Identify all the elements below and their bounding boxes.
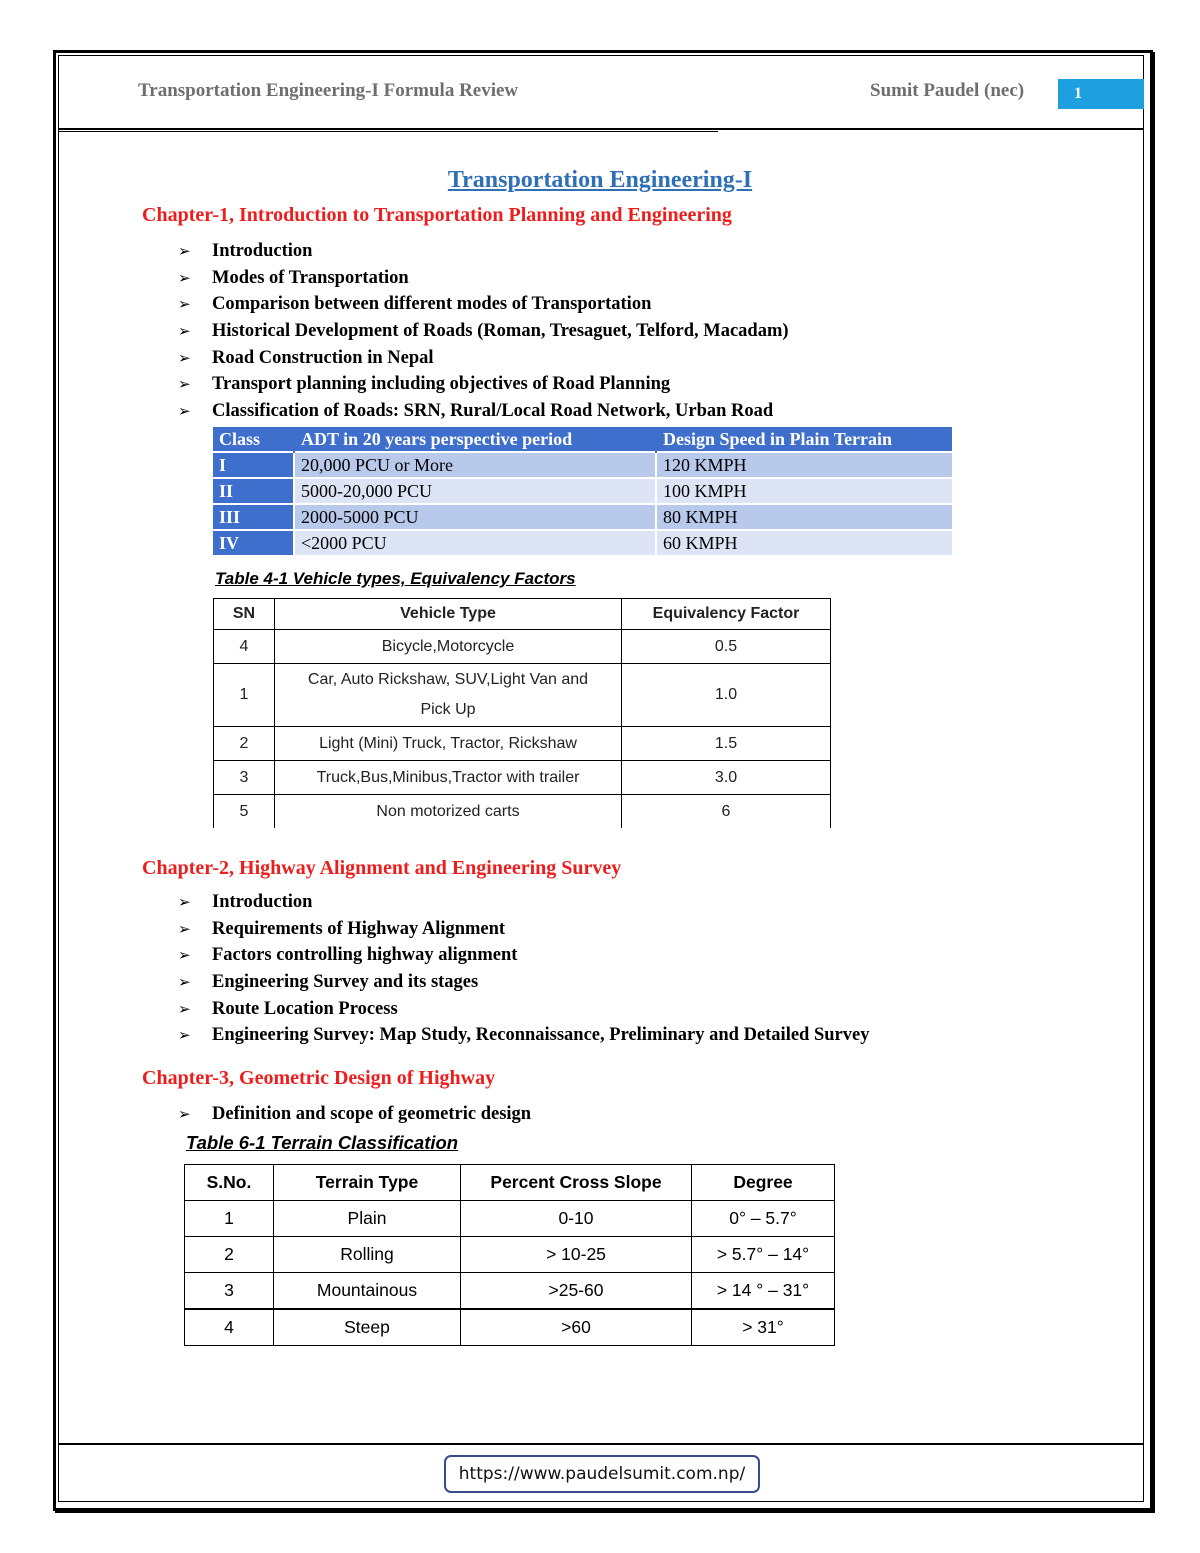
column-header: Design Speed in Plain Terrain [656,427,952,452]
table-row: 4 Bicycle,Motorcycle 0.5 [214,630,831,664]
arrow-bullet-icon: ➢ [178,893,191,911]
column-header: Percent Cross Slope [461,1165,692,1201]
list-item: ➢ Definition and scope of geometric design [178,1101,531,1128]
table-row: 1 Plain 0-10 0° – 5.7° [185,1201,835,1237]
list-item: ➢ Introduction [178,889,869,916]
list-item: ➢ Classification of Roads: SRN, Rural/Local Road Network, Urban Road [178,398,789,425]
table-row: 1 Car, Auto Rickshaw, SUV,Light Van and Pick Up 1.0 [214,664,831,727]
header-rule-secondary [58,131,718,132]
arrow-bullet-icon: ➢ [178,973,191,992]
column-header: Terrain Type [274,1165,461,1201]
column-header: SN [214,599,275,630]
arrow-bullet-icon: ➢ [178,402,191,421]
chapter-3-list [178,1101,531,1128]
chapter-2-heading: Chapter-2, Highway Alignment and Engineering Survey [142,857,622,879]
footer-url-link[interactable]: https://www.paudelsumit.com.np/ [444,1455,760,1493]
column-header: Degree [692,1165,835,1201]
page-number: 1 [1074,85,1082,102]
chapter-3-heading: Chapter-3, Geometric Design of Highway [142,1067,496,1089]
header-rule [58,128,1144,130]
table-row: 3 Mountainous >25-60 > 14 ° – 31° [185,1273,835,1310]
arrow-bullet-icon: ➢ [178,348,191,367]
terrain-table-caption: Table 6-1 Terrain Classification [186,1132,459,1153]
arrow-bullet-icon: ➢ [178,1026,191,1045]
chapter-1-heading: Chapter-1, Introduction to Transportation Planning and Engineering [142,204,732,226]
vehicle-table-caption: Table 4-1 Vehicle types, Equivalency Factors [215,569,576,588]
chapter-1-list [178,238,789,425]
table-row: 4 Steep >60 > 31° [185,1309,835,1346]
arrow-bullet-icon: ➢ [178,946,191,965]
list-item: ➢ Introduction [178,238,789,265]
road-class-table [213,427,952,555]
table-row: III 2000-5000 PCU 80 KMPH [213,504,952,530]
list-item: ➢ Historical Development of Roads (Roman, Tresaguet, Telford, Macadam) [178,318,789,345]
arrow-bullet-icon: ➢ [178,242,191,260]
table-row: 3 Truck,Bus,Minibus,Tractor with trailer 3.0 [214,761,831,795]
document-title: Transportation Engineering-I [447,167,753,193]
list-item: ➢ Requirements of Highway Alignment [178,916,869,943]
table-row: II 5000-20,000 PCU 100 KMPH [213,478,952,504]
column-header: Vehicle Type [275,599,622,630]
header-title: Transportation Engineering-I Formula Review [138,80,519,101]
table-row: I 20,000 PCU or More 120 KMPH [213,452,952,478]
table-header-row [214,599,831,630]
table-header-row [185,1165,835,1201]
arrow-bullet-icon: ➢ [178,999,191,1018]
column-header: Class [213,427,294,452]
chapter-2-list [178,889,869,1049]
arrow-bullet-icon: ➢ [178,375,191,394]
column-header: Equivalency Factor [622,599,831,630]
list-item: ➢ Engineering Survey and its stages [178,969,869,996]
terrain-table [184,1164,835,1346]
list-item: ➢ Road Construction in Nepal [178,345,789,372]
header-author: Sumit Paudel (nec) [870,80,1025,101]
list-item: ➢ Comparison between different modes of Transportation [178,291,789,318]
footer-rule [58,1443,1144,1445]
table-row: 5 Non motorized carts 6 [214,795,831,829]
table-header-row [213,427,952,452]
arrow-bullet-icon: ➢ [178,1105,191,1123]
list-item: ➢ Engineering Survey: Map Study, Reconnaissance, Preliminary and Detailed Survey [178,1022,869,1049]
list-item: ➢ Factors controlling highway alignment [178,942,869,969]
arrow-bullet-icon: ➢ [178,268,191,287]
page-number-badge [1058,79,1144,109]
column-header: S.No. [185,1165,274,1201]
arrow-bullet-icon: ➢ [178,322,191,341]
list-item: ➢ Modes of Transportation [178,265,789,292]
arrow-bullet-icon: ➢ [178,295,191,314]
column-header: ADT in 20 years perspective period [294,427,656,452]
list-item: ➢ Route Location Process [178,996,869,1023]
vehicle-table [213,598,831,828]
table-row: 2 Light (Mini) Truck, Tractor, Rickshaw 1.5 [214,727,831,761]
arrow-bullet-icon: ➢ [178,919,191,938]
table-row: IV <2000 PCU 60 KMPH [213,530,952,555]
list-item: ➢ Transport planning including objectives of Road Planning [178,371,789,398]
table-row: 2 Rolling > 10-25 > 5.7° – 14° [185,1237,835,1273]
